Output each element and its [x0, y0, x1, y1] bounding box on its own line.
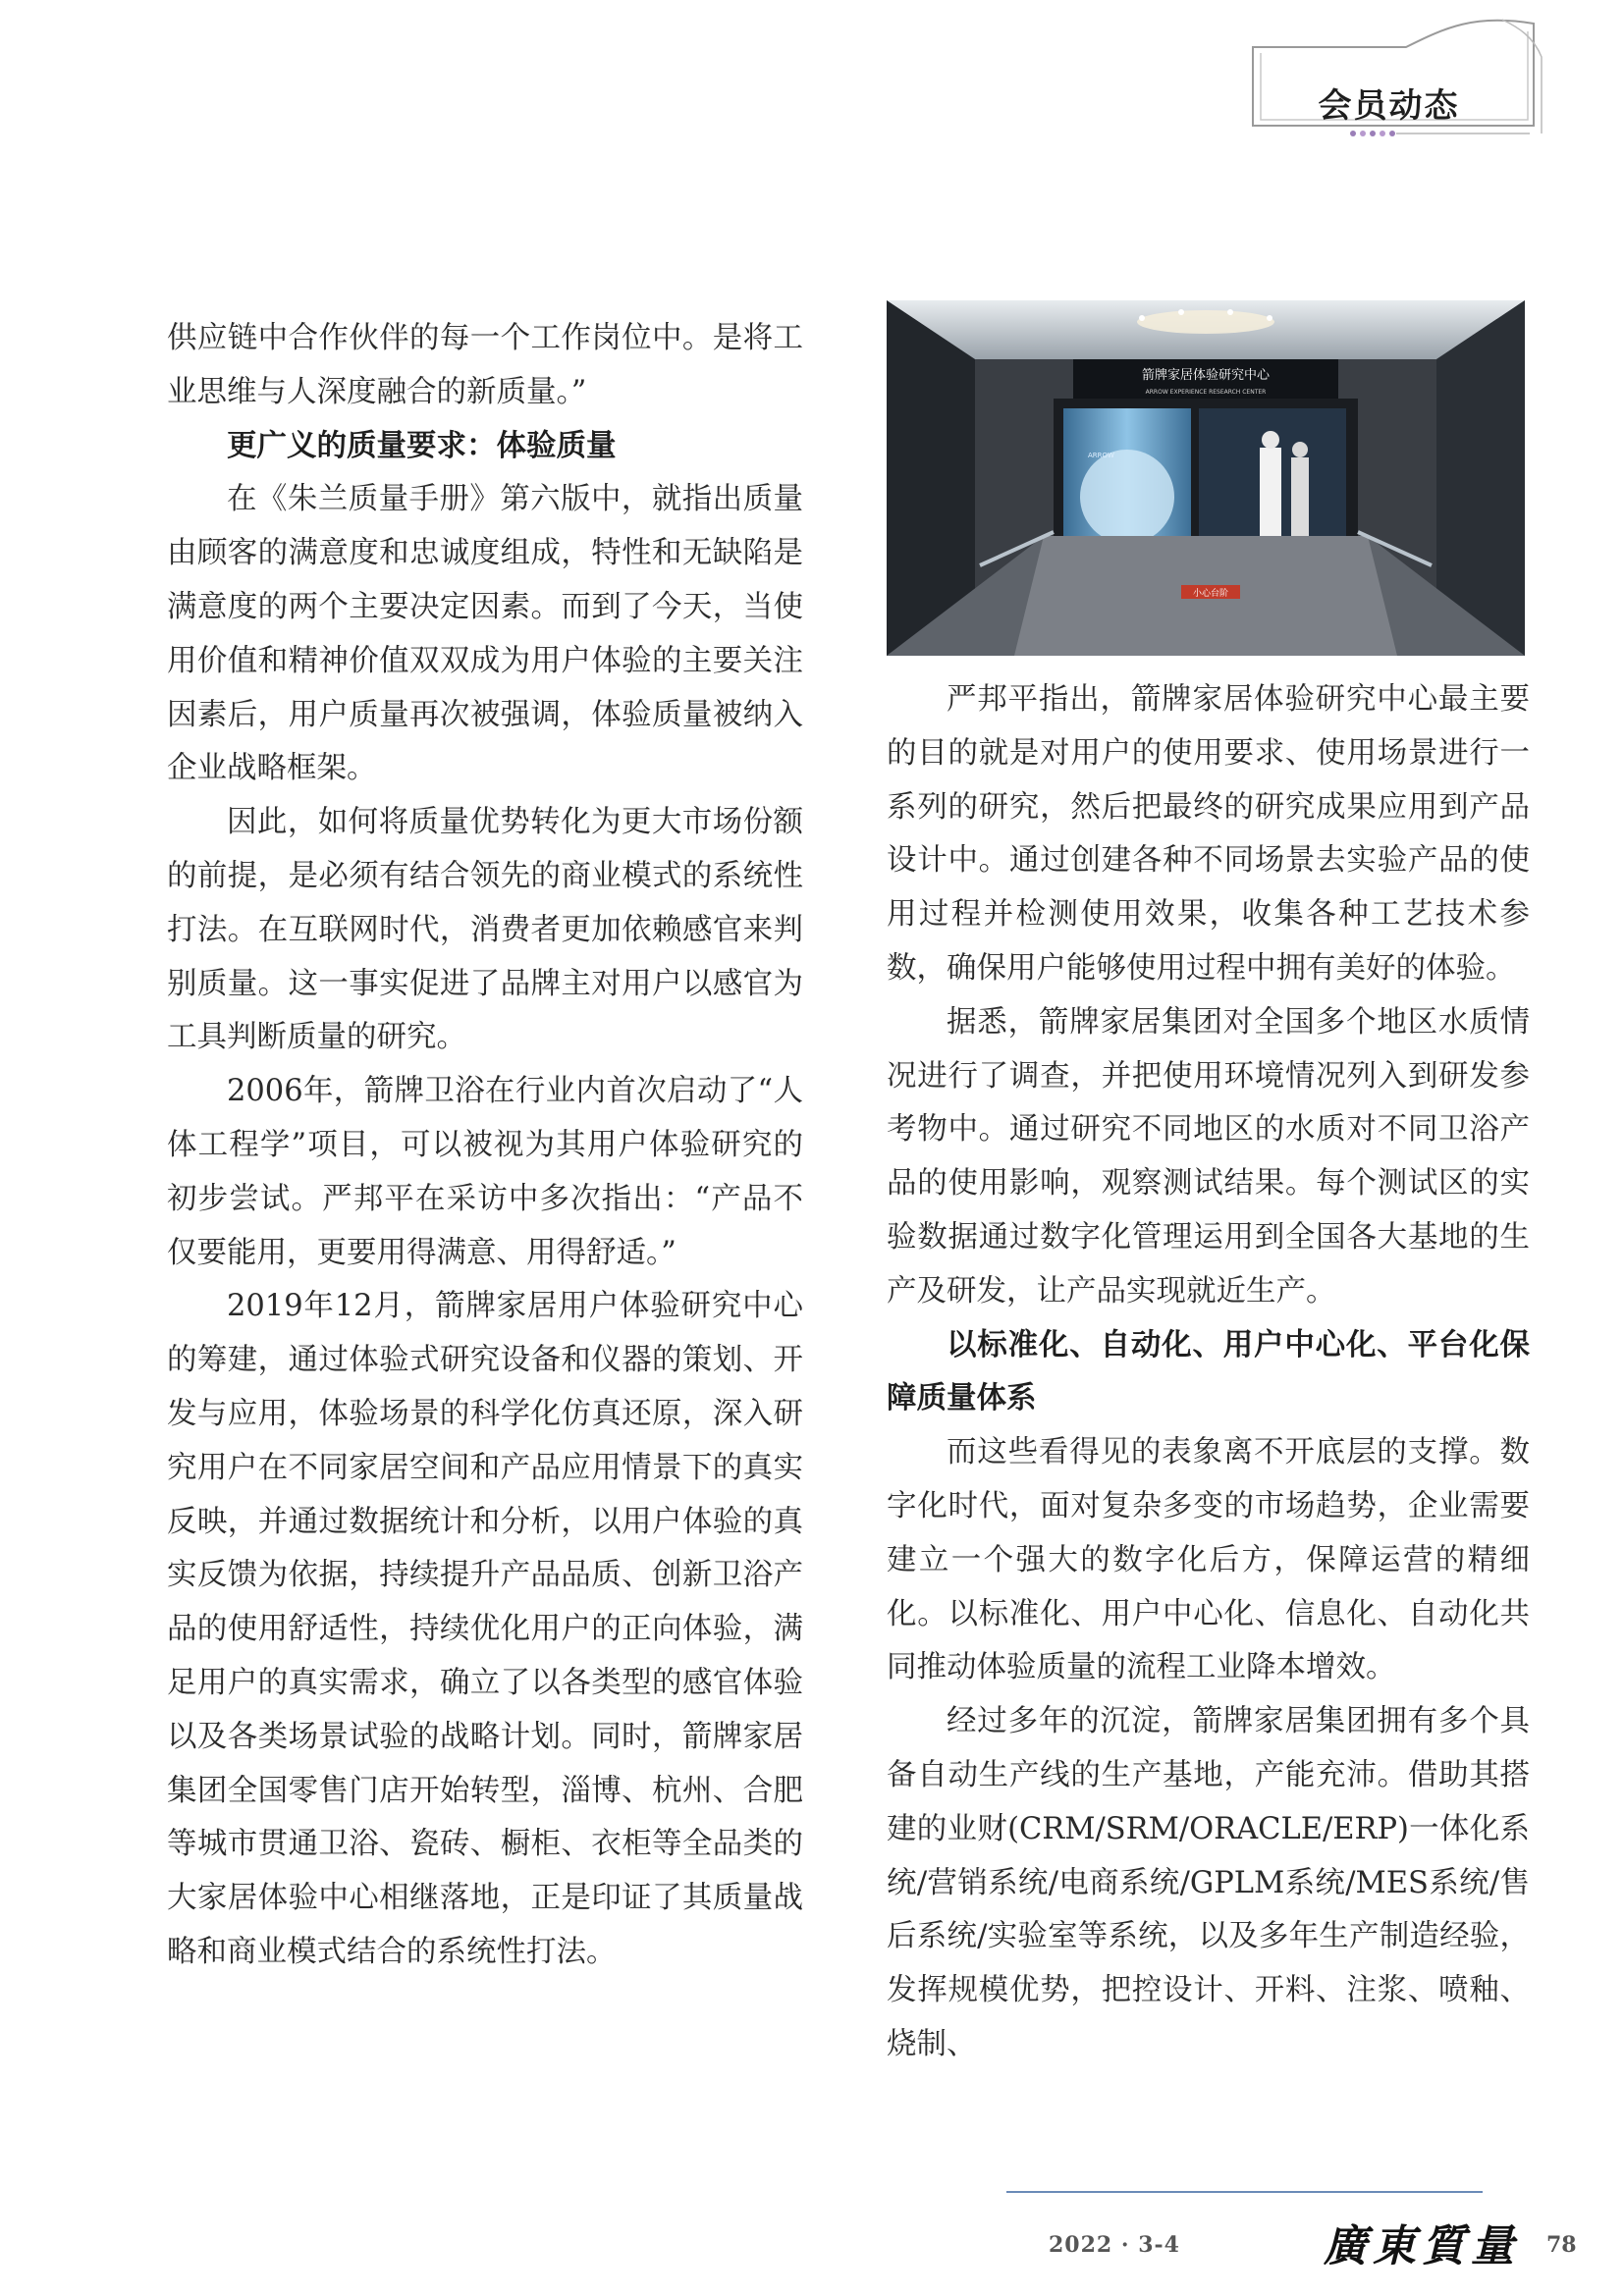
footer-divider: [1006, 2191, 1483, 2193]
paragraph: 据悉，箭牌家居集团对全国多个地区水质情况进行了调查，并把使用环境情况列入到研发参考物中。通过研究不同地区的水质对不同卫浴产品的使用影响，观察测试结果。每个测试区的实验数据通过数字化管理运用到全国各大基地的生产及研发，让产品实现就近生产。: [887, 1004, 1530, 1308]
paragraph: 而这些看得见的表象离不开底层的支撑。数字化时代，面对复杂多变的市场趋势，企业需要建立一个强大的数字化后方，保障运营的精细化。以标准化、用户中心化、信息化、自动化共同推动体验质量的流程工业降本增效。: [887, 1435, 1530, 1685]
subheading: 以标准化、自动化、用户中心化、平台化保障质量体系: [887, 1327, 1530, 1416]
subheading: 更广义的质量要求：体验质量: [227, 428, 617, 463]
paragraph: 因此，如何将质量优势转化为更大市场份额的前提，是必须有结合领先的商业模式的系统性打法。在互联网时代，消费者更加依赖感官来判别质量。这一事实促进了品牌主对用户以感官为工具判断质量的研究。: [167, 805, 803, 1055]
paragraph: 供应链中合作伙伴的每一个工作岗位中。是将工业思维与人深度融合的新质量。”: [167, 321, 803, 409]
section-label: 会员动态: [1318, 86, 1460, 126]
publication-masthead: 廣東質量: [1324, 2221, 1520, 2271]
photo-floor-sign: 小心台阶: [1192, 589, 1229, 599]
section-header-tab: [1239, 18, 1558, 139]
photo-illustration: [887, 300, 1525, 656]
issue-number: 2022 · 3-4: [1049, 2232, 1180, 2258]
paragraph: 严邦平指出，箭牌家居体验研究中心最主要的目的就是对用户的使用要求、使用场景进行一系列的研究，然后把最终的研究成果应用到产品设计中。通过创建各种不同场景去实验产品的使用过程并检测使用效果，收集各种工艺技术参数，确保用户能够使用过程中拥有美好的体验。: [887, 682, 1530, 986]
paragraph: 经过多年的沉淀，箭牌家居集团拥有多个具备自动生产线的生产基地，产能充沛。借助其搭建的业财(CRM/SRM/ORACLE/ERP)一体化系统/营销系统/电商系统/GPLM系统/MES系统/售后系统/实验室等系统，以及多年生产制造经验，发挥规模优势，把控设计、开料、注浆、喷釉、烧制、: [887, 1704, 1530, 2061]
left-column: [167, 312, 803, 1980]
page-number: 78: [1546, 2232, 1577, 2258]
right-column: [887, 673, 1530, 2072]
photo-glass-brand: ARROW: [1088, 452, 1114, 459]
paragraph: 2006年，箭牌卫浴在行业内首次启动了“人体工程学”项目，可以被视为其用户体验研究的初步尝试。严邦平在采访中多次指出：“产品不仅要能用，更要用得满意、用得舒适。”: [167, 1074, 803, 1270]
photo-sign-cn: 箭牌家居体验研究中心: [1141, 368, 1271, 383]
paragraph: 2019年12月，箭牌家居用户体验研究中心的筹建，通过体验式研究设备和仪器的策划、开发与应用，体验场景的科学化仿真还原，深入研究用户在不同家居空间和产品应用情景下的真实反映，并通过数据统计和分析，以用户体验的真实反馈为依据，持续提升产品品质、创新卫浴产品的使用舒适性，持续优化用户的正向体验，满足用户的真实需求，确立了以各类型的感官体验以及各类场景试验的战略计划。同时，箭牌家居集团全国零售门店开始转型，淄博、杭州、合肥等城市贯通卫浴、瓷砖、橱柜、衣柜等全品类的大家居体验中心相继落地，正是印证了其质量战略和商业模式结合的系统性打法。: [167, 1289, 803, 1969]
experience-center-photo: [887, 300, 1525, 656]
paragraph: 在《朱兰质量手册》第六版中，就指出质量由顾客的满意度和忠诚度组成，特性和无缺陷是满意度的两个主要决定因素。而到了今天，当使用价值和精神价值双双成为用户体验的主要关注因素后，用户质量再次被强调，体验质量被纳入企业战略框架。: [167, 482, 803, 786]
photo-sign-en: ARROW EXPERIENCE RESEARCH CENTER: [1145, 389, 1267, 396]
